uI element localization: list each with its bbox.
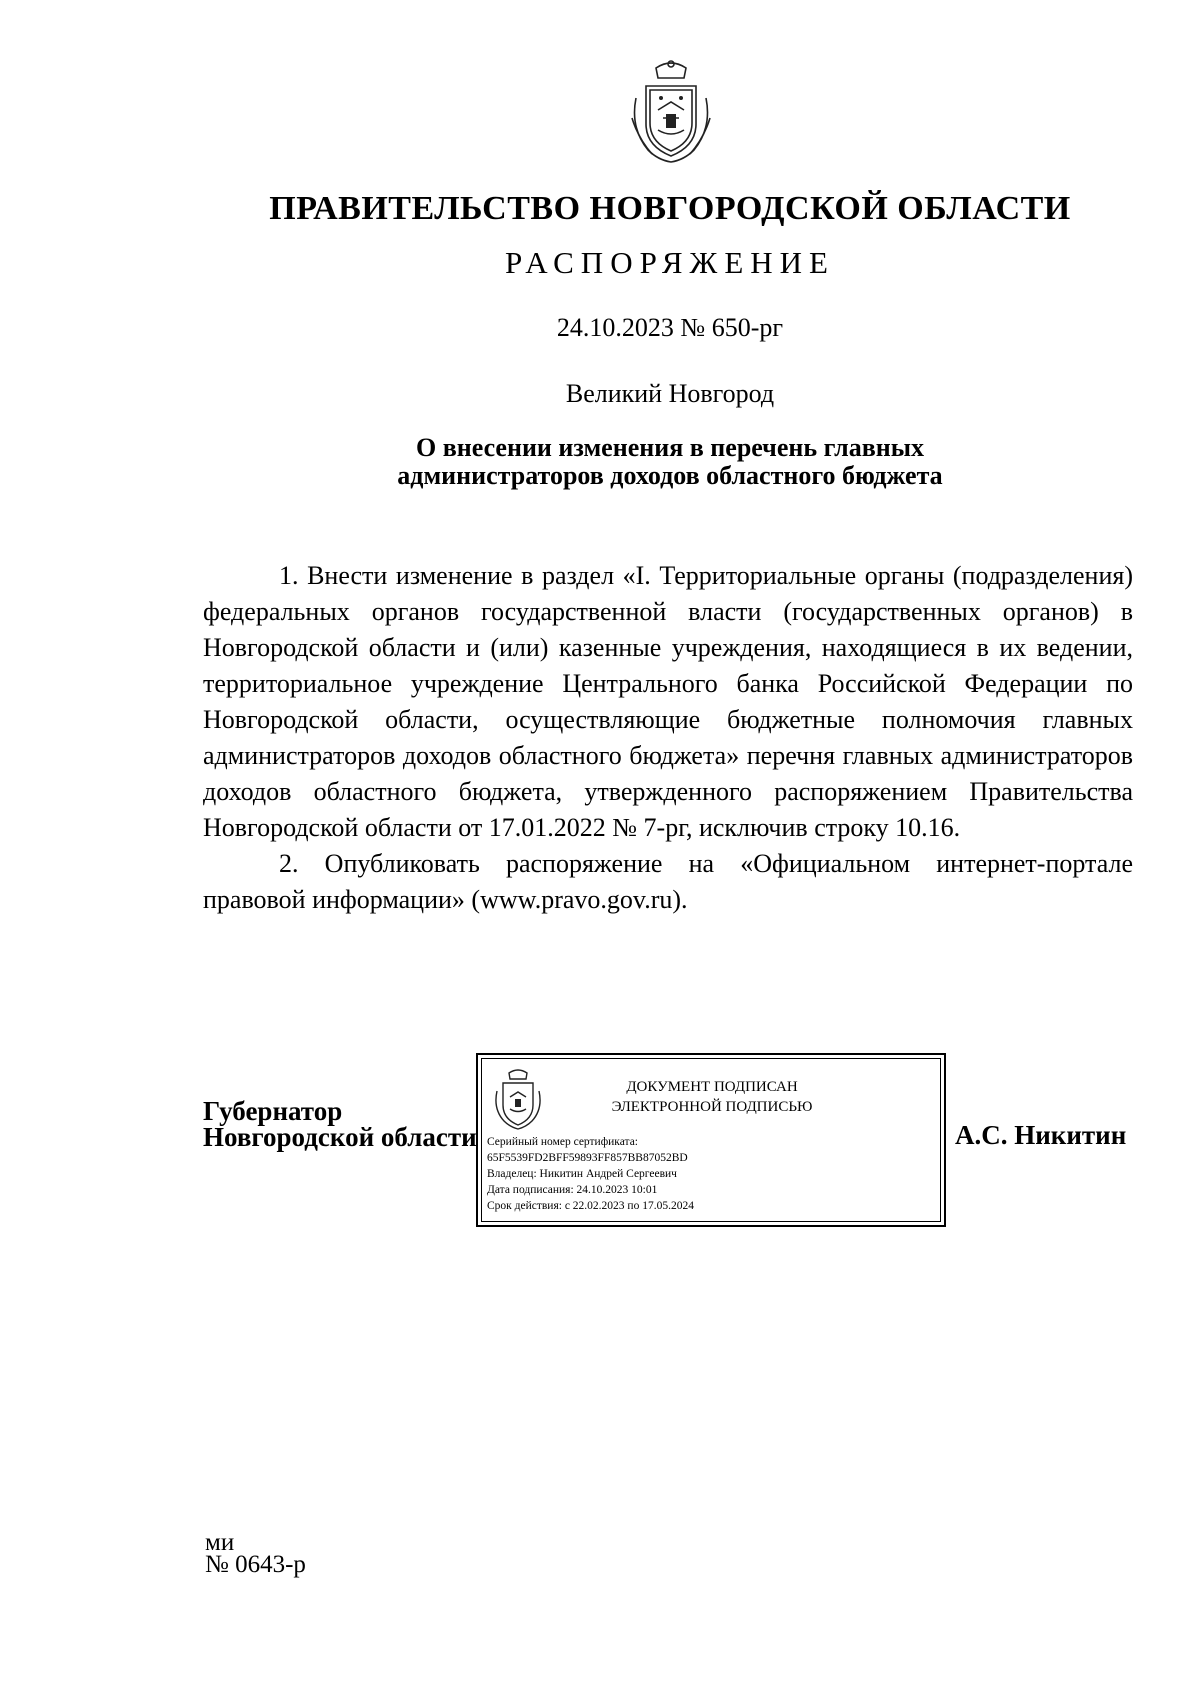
document-place: Великий Новгород xyxy=(565,379,775,408)
signatory-position-line-1: Губернатор xyxy=(203,1096,343,1126)
stamp-certificate-serial: 65F5539FD2BFF59893FF857BB87052BD xyxy=(487,1152,688,1164)
stamp-title xyxy=(562,1077,862,1117)
document-body xyxy=(203,558,1133,918)
signatory-position-line-2: Новгородской области xyxy=(203,1122,477,1152)
stamp-owner: Владелец: Никитин Андрей Сергеевич xyxy=(487,1168,677,1180)
footer-initials: ми xyxy=(205,1529,235,1556)
stamp-title-line-2: ЭЛЕКТРОННОЙ ПОДПИСЬЮ xyxy=(611,1099,813,1115)
footer-number: № 0643-р xyxy=(205,1551,306,1578)
novgorod-coat-of-arms-icon xyxy=(492,1067,544,1131)
stamp-details xyxy=(487,1134,694,1214)
signatory-position xyxy=(203,1098,477,1150)
electronic-signature-stamp xyxy=(476,1053,946,1227)
signatory-name: А.С. Никитин xyxy=(955,1120,1127,1150)
body-paragraph-2: 2. Опубликовать распоряжение на «Официальном интернет-портале правовой информации» (www.pravo.gov.ru). xyxy=(203,849,1133,914)
document-type: РАСПОРЯЖЕНИЕ xyxy=(505,245,835,280)
stamp-inner-frame xyxy=(481,1058,941,1222)
document-subject xyxy=(0,434,1200,490)
body-paragraph-1: 1. Внести изменение в раздел «I. Территориальные органы (подразделения) федеральных органов государственной власти (государственных органов) в Новгородской области и (или) казенные учреждения, находящиеся в их ведении, территориальное учреждение Центрального банка Российской Федерации по Новгородской области, осуществляющие бюджетные полномочия главных администраторов доходов областного бюджета» перечня главных администраторов доходов областного бюджета, утвержденного распоряжением Правительства Новгородской области от 17.01.2022 № 7-рг, исключив строку 10.16. xyxy=(203,561,1133,842)
document-date-number: 24.10.2023 № 650-рг xyxy=(556,313,784,342)
footer-document-code xyxy=(205,1529,306,1578)
stamp-certificate-label: Серийный номер сертификата: xyxy=(487,1136,638,1148)
subject-line-2: администраторов доходов областного бюджета xyxy=(397,461,943,490)
stamp-sign-date: Дата подписания: 24.10.2023 10:01 xyxy=(487,1184,658,1196)
organization-title: ПРАВИТЕЛЬСТВО НОВГОРОДСКОЙ ОБЛАСТИ xyxy=(269,190,1071,227)
subject-line-1: О внесении изменения в перечень главных xyxy=(415,433,925,462)
stamp-title-line-1: ДОКУМЕНТ ПОДПИСАН xyxy=(626,1079,798,1095)
stamp-validity: Срок действия: с 22.02.2023 по 17.05.2024 xyxy=(487,1200,694,1212)
novgorod-coat-of-arms-icon xyxy=(628,58,714,166)
